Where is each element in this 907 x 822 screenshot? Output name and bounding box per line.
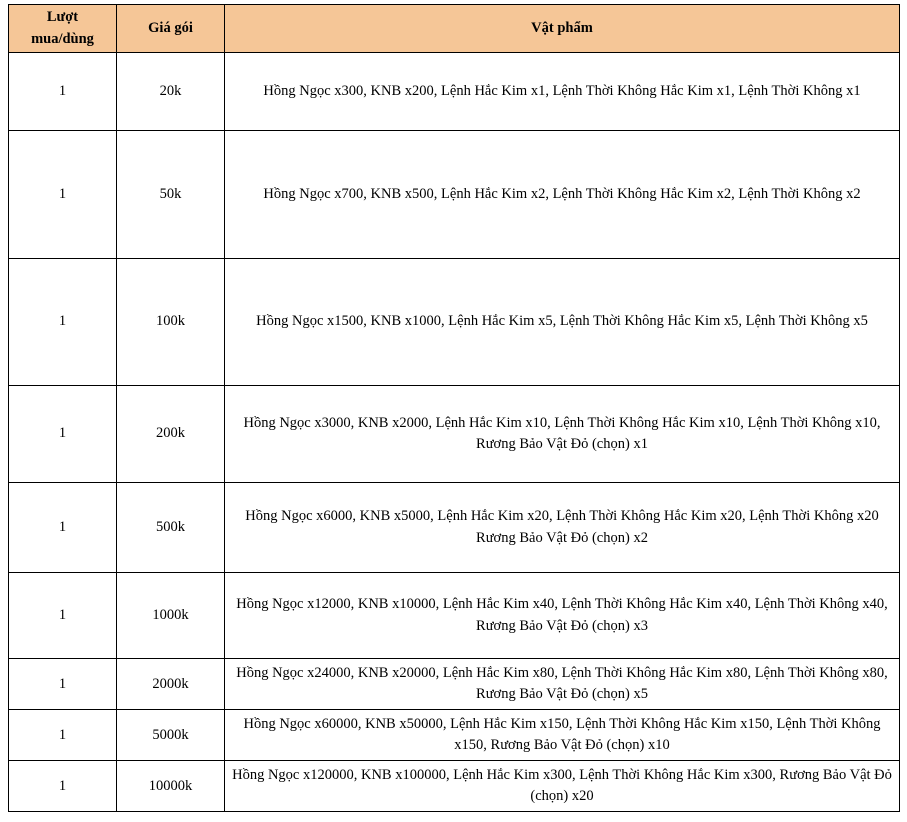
table-row — [9, 53, 900, 131]
column-header-turns-line1: Lượt — [46, 9, 79, 26]
purchase-pack-table — [8, 4, 900, 812]
table-header-row — [9, 5, 900, 53]
cell-turns: 1 — [9, 659, 117, 710]
cell-price: 200k — [117, 386, 225, 483]
cell-items: Hồng Ngọc x1500, KNB x1000, Lệnh Hắc Kim x5, Lệnh Thời Không Hắc Kim x5, Lệnh Thời Không x5 — [225, 259, 900, 386]
cell-items: Hồng Ngọc x60000, KNB x50000, Lệnh Hắc Kim x150, Lệnh Thời Không Hắc Kim x150, Lệnh Thời Không x150, Rương Bảo Vật Đỏ (chọn) x10 — [225, 710, 900, 761]
cell-turns: 1 — [9, 483, 117, 573]
table-header — [9, 5, 900, 53]
column-header-turns-line2: mua/dùng — [31, 30, 94, 47]
table-row — [9, 259, 900, 386]
cell-items: Hồng Ngọc x12000, KNB x10000, Lệnh Hắc Kim x40, Lệnh Thời Không Hắc Kim x40, Lệnh Thời Không x40, Rương Bảo Vật Đỏ (chọn) x3 — [225, 573, 900, 659]
cell-price: 1000k — [117, 573, 225, 659]
cell-items: Hồng Ngọc x300, KNB x200, Lệnh Hắc Kim x1, Lệnh Thời Không Hắc Kim x1, Lệnh Thời Không x1 — [225, 53, 900, 131]
cell-items: Hồng Ngọc x6000, KNB x5000, Lệnh Hắc Kim x20, Lệnh Thời Không Hắc Kim x20, Lệnh Thời Không x20 Rương Bảo Vật Đỏ (chọn) x2 — [225, 483, 900, 573]
cell-price: 50k — [117, 131, 225, 259]
table-row — [9, 386, 900, 483]
cell-price: 5000k — [117, 710, 225, 761]
table-row — [9, 573, 900, 659]
cell-price: 20k — [117, 53, 225, 131]
cell-turns: 1 — [9, 761, 117, 812]
cell-price: 10000k — [117, 761, 225, 812]
table-row — [9, 131, 900, 259]
cell-items: Hồng Ngọc x700, KNB x500, Lệnh Hắc Kim x2, Lệnh Thời Không Hắc Kim x2, Lệnh Thời Không x2 — [225, 131, 900, 259]
cell-turns: 1 — [9, 259, 117, 386]
cell-price: 2000k — [117, 659, 225, 710]
cell-price: 100k — [117, 259, 225, 386]
cell-turns: 1 — [9, 131, 117, 259]
column-header-turns — [9, 5, 117, 53]
cell-turns: 1 — [9, 53, 117, 131]
table-body — [9, 53, 900, 812]
column-header-price: Giá gói — [117, 5, 225, 53]
cell-items: Hồng Ngọc x24000, KNB x20000, Lệnh Hắc Kim x80, Lệnh Thời Không Hắc Kim x80, Lệnh Thời Không x80, Rương Bảo Vật Đỏ (chọn) x5 — [225, 659, 900, 710]
cell-items: Hồng Ngọc x120000, KNB x100000, Lệnh Hắc Kim x300, Lệnh Thời Không Hắc Kim x300, Rương Bảo Vật Đỏ (chọn) x20 — [225, 761, 900, 812]
column-header-items: Vật phẩm — [225, 5, 900, 53]
table-row — [9, 761, 900, 812]
cell-items: Hồng Ngọc x3000, KNB x2000, Lệnh Hắc Kim x10, Lệnh Thời Không Hắc Kim x10, Lệnh Thời Không x10, Rương Bảo Vật Đỏ (chọn) x1 — [225, 386, 900, 483]
cell-price: 500k — [117, 483, 225, 573]
table-row — [9, 659, 900, 710]
cell-turns: 1 — [9, 386, 117, 483]
table-row — [9, 710, 900, 761]
cell-turns: 1 — [9, 573, 117, 659]
table-row — [9, 483, 900, 573]
cell-turns: 1 — [9, 710, 117, 761]
